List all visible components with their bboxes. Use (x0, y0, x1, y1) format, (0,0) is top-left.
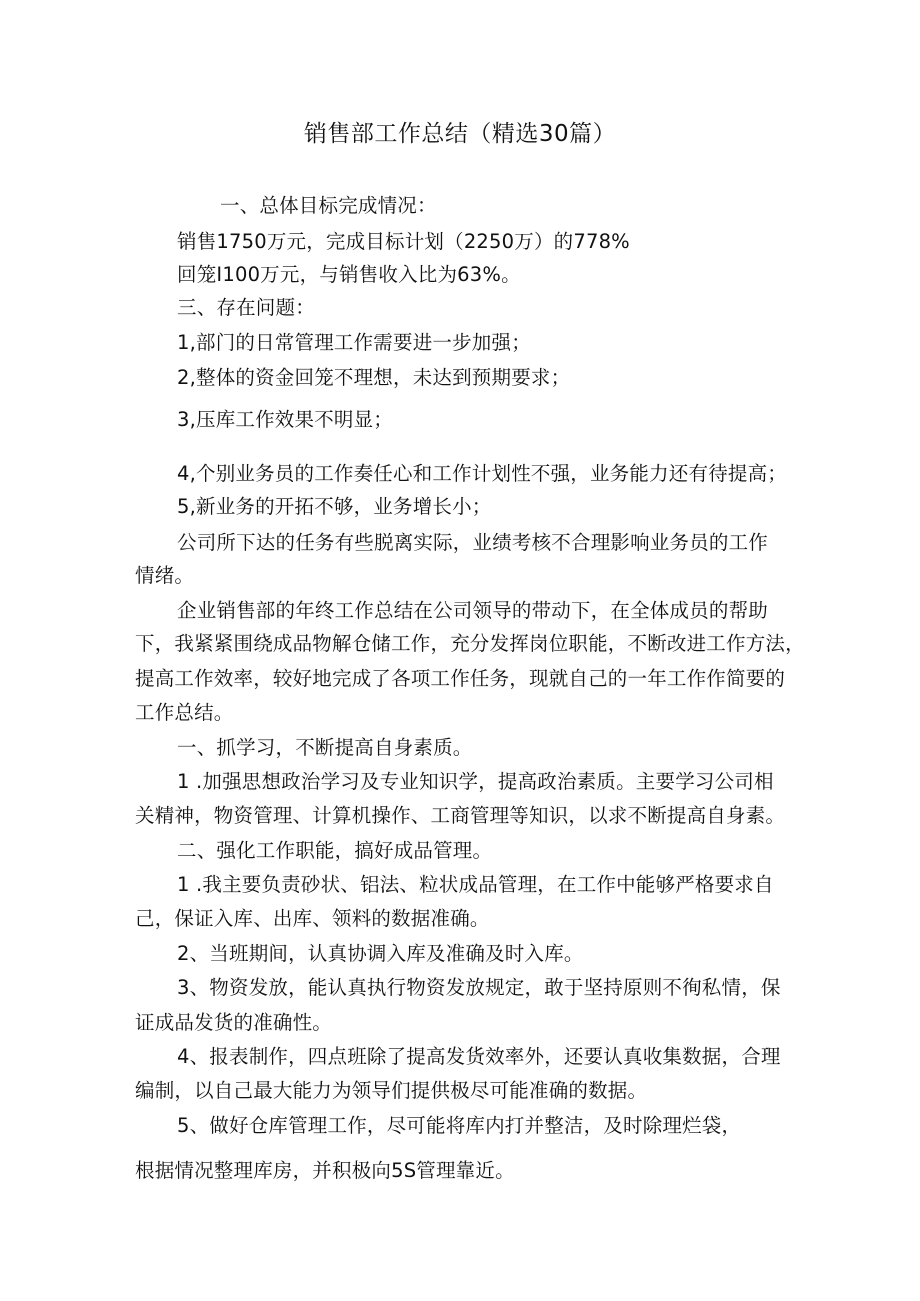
paragraph-line: 工作总结。 (135, 701, 234, 724)
list-item: 1,部门的日常管理工作需要进一步加强； (177, 331, 531, 354)
list-item: 5,新业务的开拓不够，业务增长小； (177, 495, 492, 518)
list-item: 3,压库工作效果不明显； (177, 408, 394, 431)
paragraph-line: 编制，以自己最大能力为领导们提供极尽可能准确的数据。 (135, 1079, 648, 1102)
list-item: 2、当班期间，认真协调入库及准确及时入库。 (177, 942, 584, 965)
section-heading-study: 一、抓学习，不断提高自身素质。 (177, 736, 473, 759)
paragraph-line: 情绪。 (135, 564, 195, 587)
list-item: 4,个别业务员的工作奏任心和工作计划性不强，业务能力还有待提高； (177, 462, 788, 485)
list-item: 1 .加强思想政治学习及专业知识学，提高政治素质。主要学习公司相 (177, 770, 774, 793)
paragraph-line: 销售1750万元，完成目标计划（2250万）的778% (177, 230, 630, 253)
list-item: 2,整体的资金回笼不理想，未达到预期要求； (177, 366, 571, 389)
paragraph-line: 回笼I100万元，与销售收入比为63%。 (177, 263, 521, 286)
paragraph-line: 下，我紧紧围绕成品物解仓储工作，充分发挥岗位职能，不断改进工作方法， (135, 632, 805, 655)
list-item: 3、物资发放，能认真执行物资发放规定，敢于坚持原则不徇私情，保 (177, 976, 781, 999)
list-item: 1 .我主要负责砂状、铝法、粒状成品管理，在工作中能够严格要求自 (177, 873, 774, 896)
paragraph-line: 公司所下达的任务有些脱离实际，业绩考核不合理影响业务员的工作 (177, 531, 769, 554)
section-heading-problems: 三、存在问题： (177, 296, 315, 319)
paragraph-line: 提高工作效率，较好地完成了各项工作任务，现就自己的一年工作作简要的 (135, 667, 786, 690)
list-item: 5、做好仓库管理工作，尽可能将库内打并整洁，及时除理烂袋， (177, 1114, 742, 1137)
section-heading-product-management: 二、强化工作职能，搞好成品管理。 (177, 839, 493, 862)
paragraph-line: 关精神，物资管理、计算机操作、工商管理等知识，以求不断提高自身素。 (135, 804, 786, 827)
paragraph-line: 根据情况整理库房，并积极向5S管理靠近。 (135, 1159, 515, 1182)
paragraph-line: 企业销售部的年终工作总结在公司领导的带动下，在全体成员的帮助 (177, 599, 769, 622)
paragraph-line: 证成品发货的准确性。 (135, 1011, 333, 1034)
document-title: 销售部工作总结（精选30篇） (303, 121, 617, 147)
section-heading-overall-goals: 一、总体目标完成情况： (220, 194, 437, 217)
paragraph-line: 己，保证入库、出库、领料的数据准确。 (135, 907, 490, 930)
list-item: 4、报表制作，四点班除了提高发货效率外，还要认真收集数据，合理 (177, 1045, 781, 1068)
